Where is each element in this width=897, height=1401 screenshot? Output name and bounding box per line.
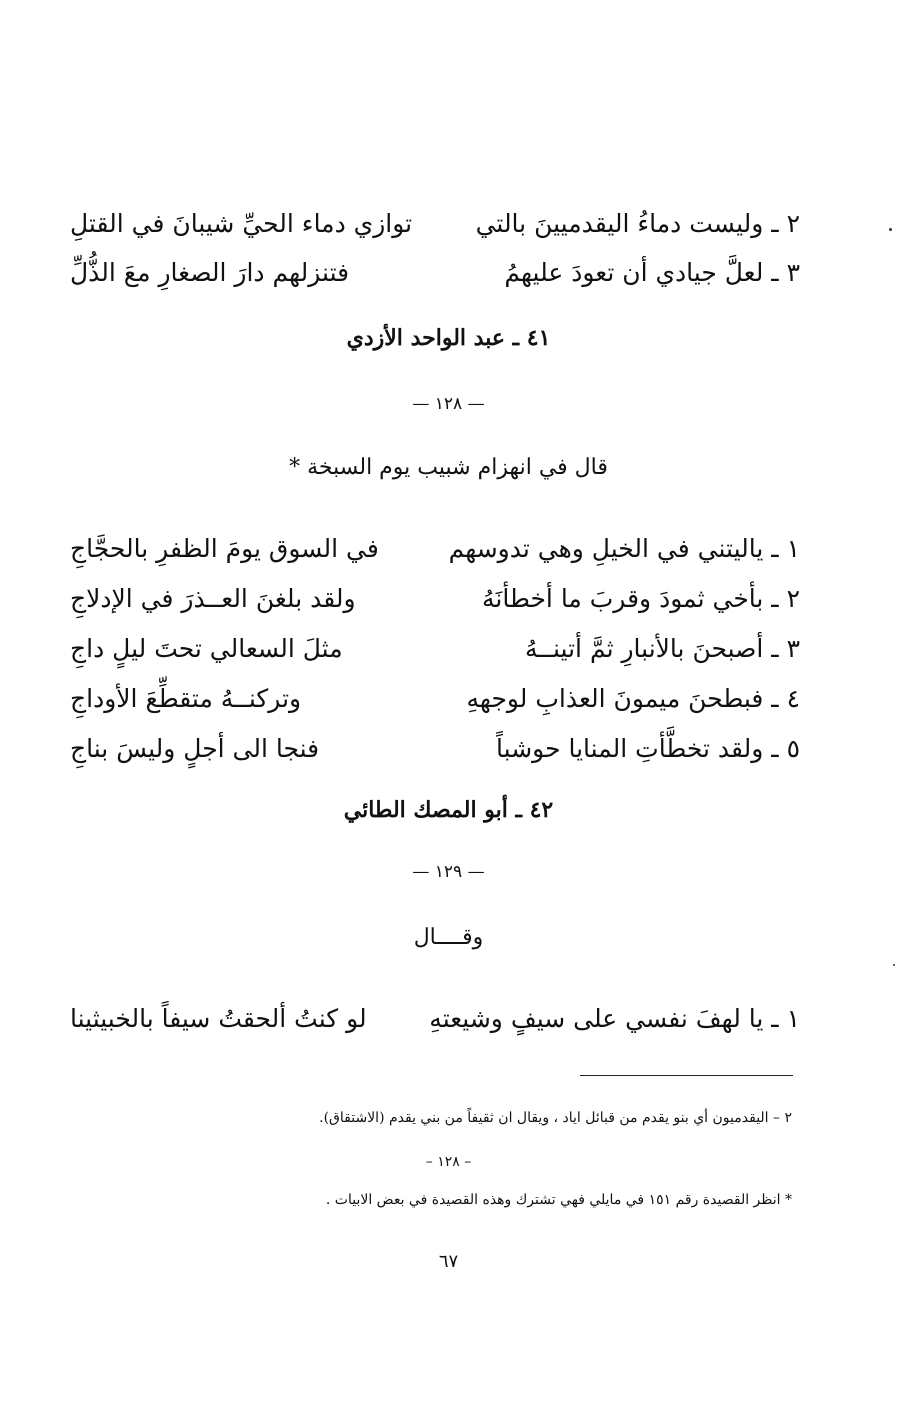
verse-line — [70, 251, 800, 295]
scan-speck — [889, 228, 892, 231]
footnote-divider — [580, 1075, 793, 1076]
verse-first-hemistich: ١ ـ ياليتني في الخيلِ وهي تدوسهم — [448, 534, 800, 563]
poem-intro: وقــــال — [413, 925, 484, 950]
verse-second-hemistich: فنجا الى أجلٍ وليسَ بناجِ — [70, 734, 320, 763]
scan-speck — [893, 964, 895, 966]
verse-line — [70, 997, 800, 1041]
poet-heading: ٤١ ـ عبد الواحد الأزدي — [346, 325, 551, 351]
verse-line — [70, 677, 800, 721]
verse-first-hemistich: ٤ ـ فبطحنَ ميمونَ العذابِ لوجههِ — [466, 684, 800, 713]
verse-first-hemistich: ٢ ـ بأخي ثمودَ وقربَ ما أخطأنَهُ — [481, 584, 800, 613]
footnote-poem-ref: – ١٢٨ – — [425, 1154, 472, 1170]
verse-line — [70, 202, 800, 246]
poem-number: — ١٢٨ — — [412, 394, 485, 414]
verse-first-hemistich: ٣ ـ أصبحنَ بالأنبارِ ثمَّ أتينــهُ — [524, 634, 800, 663]
verse-second-hemistich: وتركنــهُ متقطِّعَ الأوداجِ — [70, 684, 302, 713]
verse-line — [70, 627, 800, 671]
verse-second-hemistich: في السوق يومَ الظفرِ بالحجَّاجِ — [70, 534, 379, 563]
verse-line — [70, 727, 800, 771]
poem-number: — ١٢٩ — — [412, 862, 485, 882]
verse-second-hemistich: مثلَ السعالي تحتَ ليلٍ داجِ — [70, 634, 343, 663]
page-number: ٦٧ — [438, 1251, 459, 1272]
footnote: ٢ – اليقدميون أي بنو يقدم من قبائل اياد ، ويقال ان ثقيفاً من بني يقدم (الاشتقاق). — [319, 1110, 792, 1126]
verse-second-hemistich: ولقد بلغنَ العــذرَ في الإدلاجِ — [70, 584, 356, 613]
verse-first-hemistich: ٥ ـ ولقد تخطَّأتِ المنايا حوشباً — [496, 734, 800, 763]
verse-first-hemistich: ٢ ـ وليست دماءُ اليقدميينَ بالتي — [475, 209, 800, 238]
footnote: * انظر القصيدة رقم ١٥١ في مايلي فهي تشترك وهذه القصيدة في بعض الابيات . — [325, 1192, 792, 1208]
verse-second-hemistich: لو كنتُ ألحقتُ سيفاً بالخبيثينا — [70, 1004, 367, 1033]
verse-line — [70, 527, 800, 571]
verse-line — [70, 577, 800, 621]
poem-intro: قال في انهزام شبيب يوم السبخة * — [289, 455, 608, 480]
poet-heading: ٤٢ ـ أبو المصك الطائي — [343, 797, 554, 823]
verse-second-hemistich: فتنزلهم دارَ الصغارِ معَ الذُّلِّ — [70, 258, 350, 287]
verse-first-hemistich: ٣ ـ لعلَّ جيادي أن تعودَ عليهمُ — [504, 258, 800, 287]
verse-second-hemistich: توازي دماء الحيِّ شيبانَ في القتلِ — [70, 209, 413, 238]
verse-first-hemistich: ١ ـ يا لهفَ نفسي على سيفٍ وشيعتهِ — [429, 1004, 800, 1033]
